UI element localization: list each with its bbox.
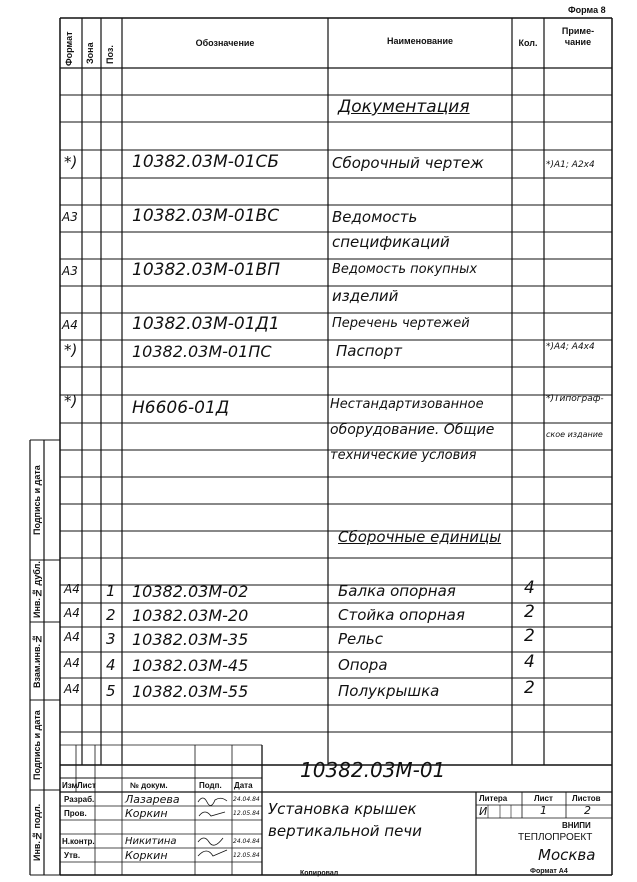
doc-row-name: Сборочный чертеж bbox=[332, 154, 484, 172]
asm-row-designation: 10382.03М-45 bbox=[132, 656, 249, 675]
doc-row-name-cont: изделий bbox=[332, 287, 399, 305]
utv-name: Коркин bbox=[125, 849, 168, 862]
signatures bbox=[195, 792, 232, 862]
form-label: Форма 8 bbox=[568, 5, 606, 15]
doc-row-name: Ведомость покупных bbox=[332, 262, 478, 277]
doc-row-name: Ведомость bbox=[332, 208, 418, 226]
side-sig-date-bottom: Подпись и дата bbox=[32, 710, 42, 780]
doc-row-format: *) bbox=[64, 341, 78, 359]
side-vzam-inv: Взам.инв.№ bbox=[32, 633, 42, 689]
date-4: 12.05.84 bbox=[233, 852, 260, 859]
side-inv-dubl: Инв.№ дубл. bbox=[32, 561, 42, 618]
doc-row-designation: Н6606-01Д bbox=[132, 398, 230, 418]
label-litera: Литера bbox=[479, 794, 508, 803]
label-sheets: Листов bbox=[572, 794, 601, 803]
label-format: Формат А4 bbox=[530, 868, 568, 875]
doc-row-designation: 10382.03М-01ВС bbox=[132, 206, 280, 226]
sheets-value: 2 bbox=[584, 804, 591, 817]
asm-row-designation: 10382.03М-02 bbox=[132, 582, 249, 601]
header-name: Наименование bbox=[386, 36, 454, 46]
asm-row-qty: 2 bbox=[524, 626, 535, 646]
asm-row-designation: 10382.03М-20 bbox=[132, 606, 249, 625]
asm-row-name: Рельс bbox=[338, 630, 383, 648]
header-qty: Кол. bbox=[518, 38, 538, 48]
label-sheet: Лист bbox=[534, 794, 553, 803]
header-note: Приме- чание bbox=[561, 26, 595, 47]
col-date: Дата bbox=[234, 781, 253, 790]
section-documentation: Документация bbox=[338, 97, 470, 117]
nkontr-name: Никитина bbox=[125, 836, 177, 847]
asm-row-pos: 2 bbox=[106, 606, 116, 624]
razrab-name: Лазарева bbox=[125, 793, 180, 806]
doc-row-name: Паспорт bbox=[336, 342, 402, 360]
asm-row-qty: 4 bbox=[524, 578, 535, 598]
asm-row-name: Балка опорная bbox=[338, 582, 456, 600]
asm-row-format: А4 bbox=[64, 630, 80, 644]
doc-row-note-cont: ское издание bbox=[546, 430, 603, 439]
header-format: Формат bbox=[64, 31, 74, 66]
date-3: 24.04.84 bbox=[233, 838, 260, 845]
asm-row-name: Полукрышка bbox=[338, 682, 440, 700]
asm-row-pos: 4 bbox=[106, 656, 116, 674]
col-izm: Изм bbox=[62, 781, 78, 790]
doc-row-format: *) bbox=[64, 153, 78, 171]
side-inv-podl: Инв.№ подл. bbox=[32, 803, 42, 861]
asm-row-format: А4 bbox=[64, 656, 80, 670]
asm-row-format: А4 bbox=[64, 582, 80, 596]
label-utv: Утв. bbox=[64, 851, 81, 860]
label-prov: Пров. bbox=[64, 809, 87, 818]
asm-row-format: А4 bbox=[64, 606, 80, 620]
doc-row-name-cont: оборудование. Общие bbox=[330, 422, 495, 438]
asm-row-designation: 10382.03М-35 bbox=[132, 630, 249, 649]
date-1: 24.04.84 bbox=[233, 796, 260, 803]
title-line-2: вертикальной печи bbox=[268, 822, 422, 840]
org-city: Москва bbox=[538, 846, 596, 864]
asm-row-pos: 1 bbox=[106, 582, 116, 600]
asm-row-pos: 3 bbox=[106, 630, 116, 648]
asm-row-qty: 2 bbox=[524, 678, 535, 698]
col-doc: № докум. bbox=[130, 781, 168, 790]
doc-row-note: *)Типограф- bbox=[546, 394, 604, 404]
doc-row-format: А3 bbox=[62, 210, 78, 224]
org-line-1: ВНИПИ bbox=[562, 821, 591, 830]
doc-row-designation: 10382.03М-01Д1 bbox=[132, 314, 280, 334]
doc-row-format: *) bbox=[64, 392, 78, 410]
doc-row-format: А4 bbox=[62, 318, 78, 332]
doc-row-name-cont: технические условия bbox=[330, 448, 477, 463]
doc-row-designation: 10382.03М-01СБ bbox=[132, 152, 280, 172]
doc-row-designation: 10382.03М-01ВП bbox=[132, 260, 280, 280]
header-zone: Зона bbox=[85, 42, 95, 64]
doc-number: 10382.03М-01 bbox=[300, 758, 446, 782]
doc-row-note: *)А1; А2х4 bbox=[546, 160, 595, 170]
header-designation: Обозначение bbox=[195, 38, 255, 48]
asm-row-pos: 5 bbox=[106, 682, 116, 700]
col-list: Лист bbox=[77, 781, 96, 790]
doc-row-designation: 10382.03М-01ПС bbox=[132, 342, 272, 361]
doc-row-name-cont: спецификаций bbox=[332, 233, 450, 251]
asm-row-name: Опора bbox=[338, 656, 388, 674]
litera-value: И bbox=[479, 805, 488, 818]
header-pos: Поз. bbox=[105, 45, 115, 64]
section-assembly-units: Сборочные единицы bbox=[338, 528, 502, 546]
doc-row-name: Перечень чертежей bbox=[332, 316, 470, 331]
asm-row-qty: 4 bbox=[524, 652, 535, 672]
side-sig-date-top: Подпись и дата bbox=[32, 465, 42, 535]
asm-row-name: Стойка опорная bbox=[338, 606, 465, 624]
doc-row-name: Нестандартизованное bbox=[330, 397, 484, 412]
doc-row-format: А3 bbox=[62, 264, 78, 278]
label-copied: Копировал bbox=[300, 870, 339, 877]
prov-name: Коркин bbox=[125, 807, 168, 820]
asm-row-qty: 2 bbox=[524, 602, 535, 622]
label-nkontr: Н.контр. bbox=[62, 837, 95, 846]
asm-row-format: А4 bbox=[64, 682, 80, 696]
org-line-2: ТЕПЛОПРОЕКТ bbox=[518, 832, 593, 843]
doc-row-note: *)А4; А4х4 bbox=[546, 342, 595, 352]
col-sign: Подп. bbox=[199, 781, 222, 790]
title-line-1: Установка крышек bbox=[268, 800, 417, 818]
sheet-value: 1 bbox=[540, 804, 547, 817]
date-2: 12.05.84 bbox=[233, 810, 260, 817]
label-razrab: Разраб. bbox=[64, 795, 95, 804]
asm-row-designation: 10382.03М-55 bbox=[132, 682, 249, 701]
